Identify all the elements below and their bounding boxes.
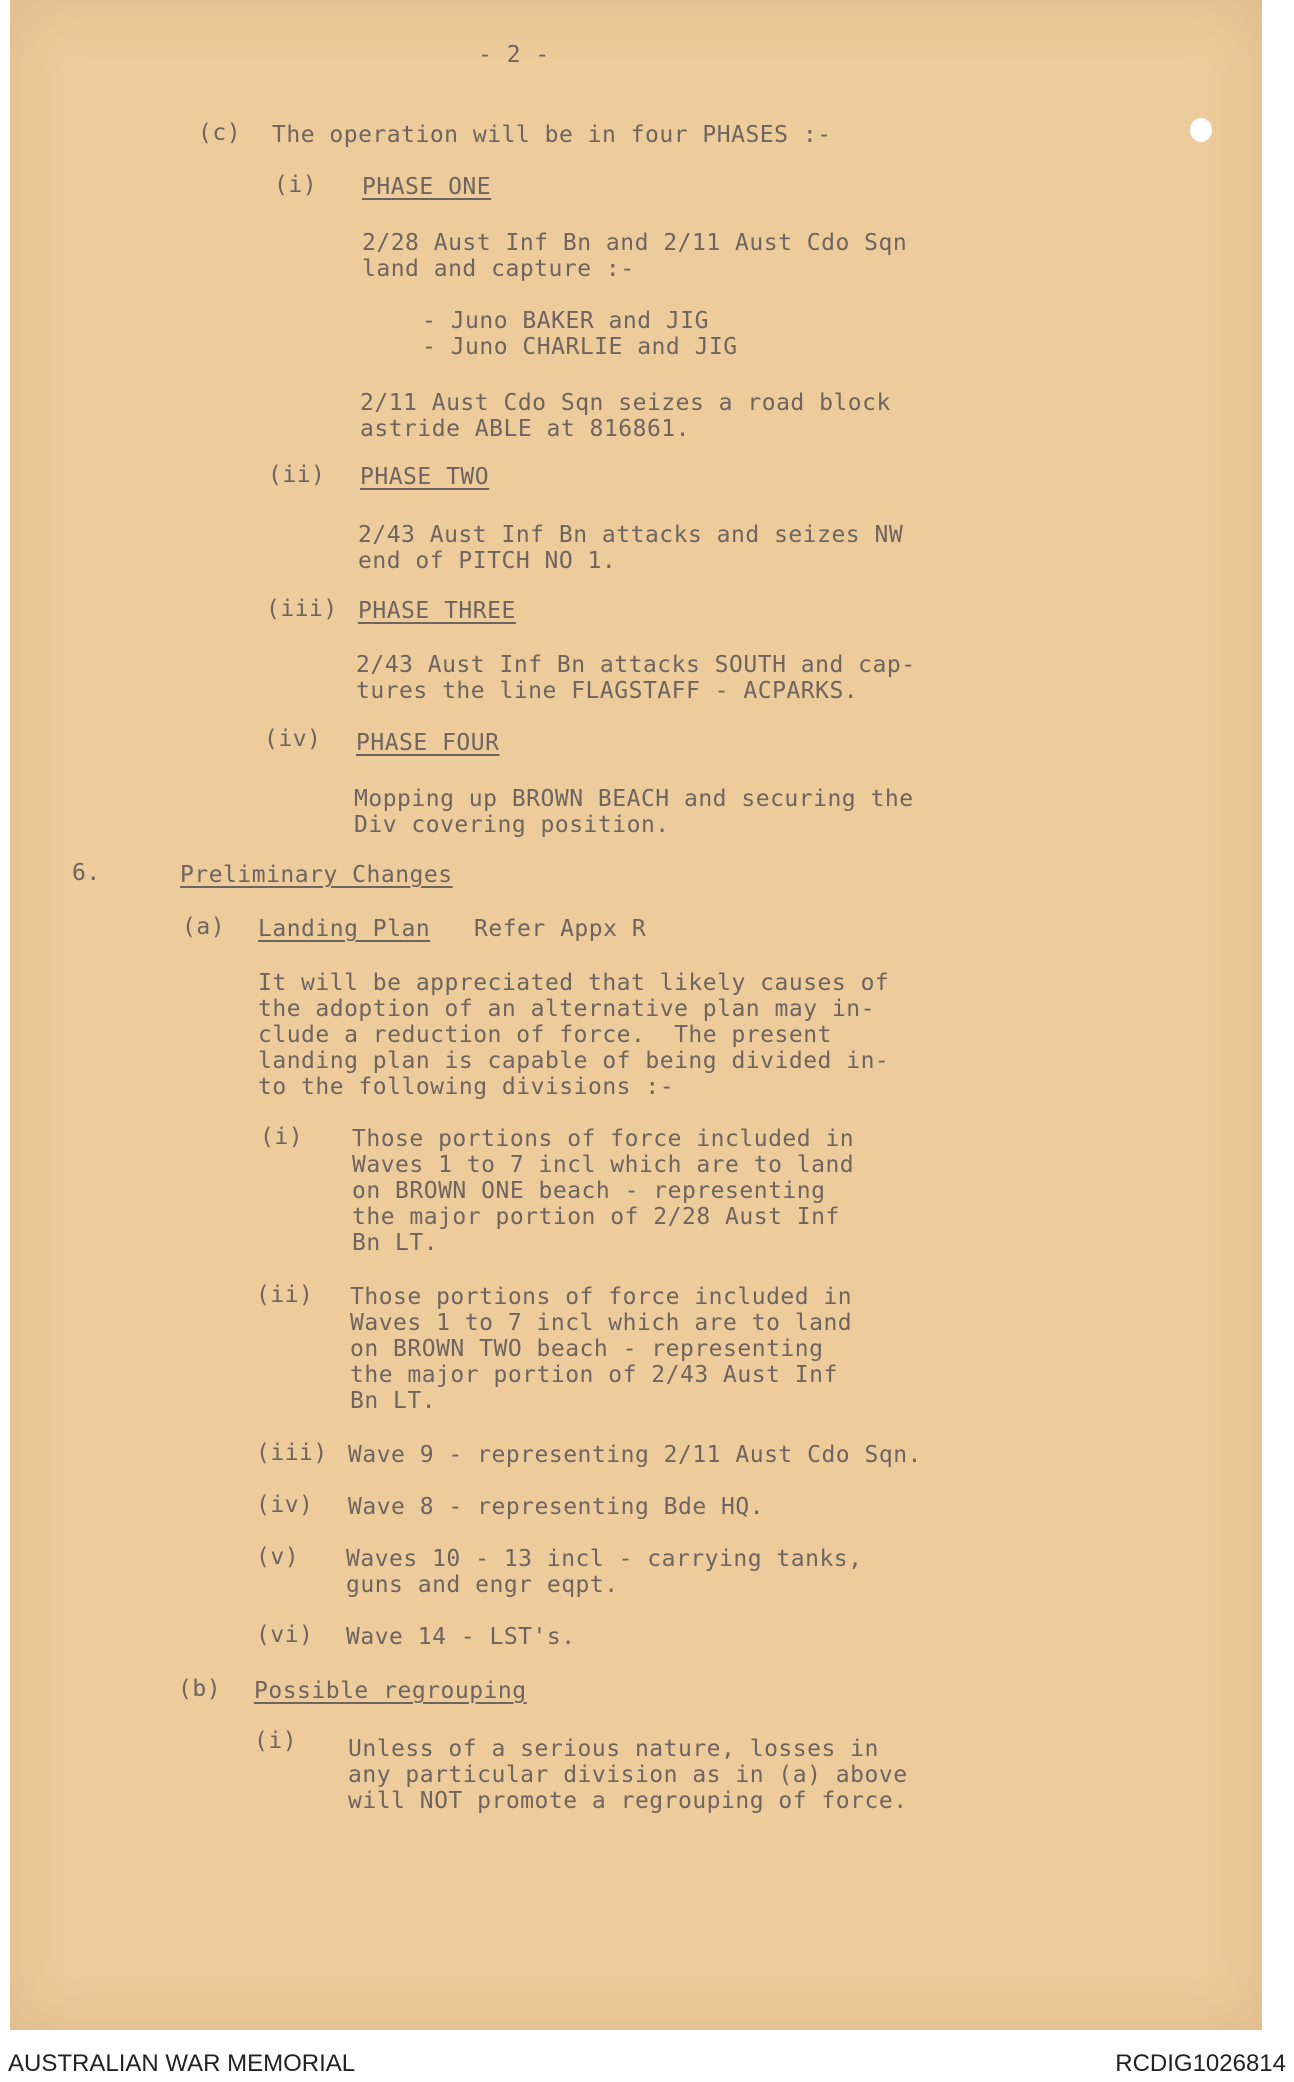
phase-one-bullet: - Juno BAKER and JIG xyxy=(422,308,709,334)
phase-four-line: Div covering position. xyxy=(354,812,670,838)
para-c-label: (c) xyxy=(198,120,242,146)
punch-hole xyxy=(1190,118,1212,142)
division-num: (ii) xyxy=(256,1282,314,1308)
section-6-title: Preliminary Changes xyxy=(180,862,453,888)
phase-three-line: tures the line FLAGSTAFF - ACPARKS. xyxy=(356,678,859,704)
regrouping-line: will NOT promote a regrouping of force. xyxy=(348,1788,908,1814)
division-line: Wave 9 - representing 2/11 Aust Cdo Sqn. xyxy=(348,1442,922,1468)
phase-three-title: PHASE THREE xyxy=(358,598,516,624)
footer-source: AUSTRALIAN WAR MEMORIAL xyxy=(8,2050,356,2077)
division-num: (iv) xyxy=(256,1492,314,1518)
landing-plan-intro: clude a reduction of force. The present xyxy=(258,1022,832,1048)
division-line: Waves 10 - 13 incl - carrying tanks, xyxy=(346,1546,863,1572)
phase-two-line: 2/43 Aust Inf Bn attacks and seizes NW xyxy=(358,522,904,548)
section-6-number: 6. xyxy=(72,860,101,886)
landing-plan-intro: the adoption of an alternative plan may in- xyxy=(258,996,875,1022)
regrouping-line: any particular division as in (a) above xyxy=(348,1762,908,1788)
landing-plan-intro: landing plan is capable of being divided in- xyxy=(258,1048,890,1074)
para-b-label: (b) xyxy=(178,1676,222,1702)
phase-one-line: land and capture :- xyxy=(362,256,635,282)
division-num: (iii) xyxy=(256,1440,328,1466)
division-line: Waves 1 to 7 incl which are to land xyxy=(350,1310,853,1336)
phase-one-line: 2/28 Aust Inf Bn and 2/11 Aust Cdo Sqn xyxy=(362,230,908,256)
phase-three-num: (iii) xyxy=(266,596,338,622)
para-a-label: (a) xyxy=(182,914,226,940)
regrouping-num: (i) xyxy=(254,1728,298,1754)
division-line: on BROWN TWO beach - representing xyxy=(350,1336,824,1362)
division-line: the major portion of 2/28 Aust Inf xyxy=(352,1204,840,1230)
division-line: guns and engr eqpt. xyxy=(346,1572,619,1598)
division-line: the major portion of 2/43 Aust Inf xyxy=(350,1362,838,1388)
phase-three-line: 2/43 Aust Inf Bn attacks SOUTH and cap- xyxy=(356,652,916,678)
phase-four-num: (iv) xyxy=(264,726,322,752)
phase-one-line: astride ABLE at 816861. xyxy=(360,416,690,442)
footer-id: RCDIG1026814 xyxy=(1115,2050,1286,2077)
landing-plan-title: Landing Plan xyxy=(258,916,431,942)
landing-plan-ref: Refer Appx R xyxy=(474,916,647,942)
page-number: - 2 - xyxy=(478,42,550,68)
division-num: (i) xyxy=(260,1124,304,1150)
phase-one-bullet: - Juno CHARLIE and JIG xyxy=(422,334,738,360)
division-line: Those portions of force included in xyxy=(352,1126,855,1152)
division-line: on BROWN ONE beach - representing xyxy=(352,1178,826,1204)
phase-two-line: end of PITCH NO 1. xyxy=(358,548,617,574)
landing-plan-intro: to the following divisions :- xyxy=(258,1074,675,1100)
division-line: Bn LT. xyxy=(352,1230,439,1256)
para-c-text: The operation will be in four PHASES :- xyxy=(272,122,832,148)
division-num: (vi) xyxy=(256,1622,314,1648)
phase-four-title: PHASE FOUR xyxy=(356,730,500,756)
phase-two-title: PHASE TWO xyxy=(360,464,490,490)
division-line: Wave 14 - LST's. xyxy=(346,1624,576,1650)
division-line: Waves 1 to 7 incl which are to land xyxy=(352,1152,855,1178)
division-num: (v) xyxy=(256,1544,300,1570)
phase-one-num: (i) xyxy=(274,172,318,198)
division-line: Those portions of force included in xyxy=(350,1284,853,1310)
division-line: Bn LT. xyxy=(350,1388,437,1414)
phase-four-line: Mopping up BROWN BEACH and securing the xyxy=(354,786,914,812)
regrouping-title: Possible regrouping xyxy=(254,1678,527,1704)
regrouping-line: Unless of a serious nature, losses in xyxy=(348,1736,879,1762)
phase-two-num: (ii) xyxy=(268,462,326,488)
phase-one-title: PHASE ONE xyxy=(362,174,492,200)
landing-plan-intro: It will be appreciated that likely causes of xyxy=(258,970,890,996)
phase-one-line: 2/11 Aust Cdo Sqn seizes a road block xyxy=(360,390,891,416)
division-line: Wave 8 - representing Bde HQ. xyxy=(348,1494,765,1520)
